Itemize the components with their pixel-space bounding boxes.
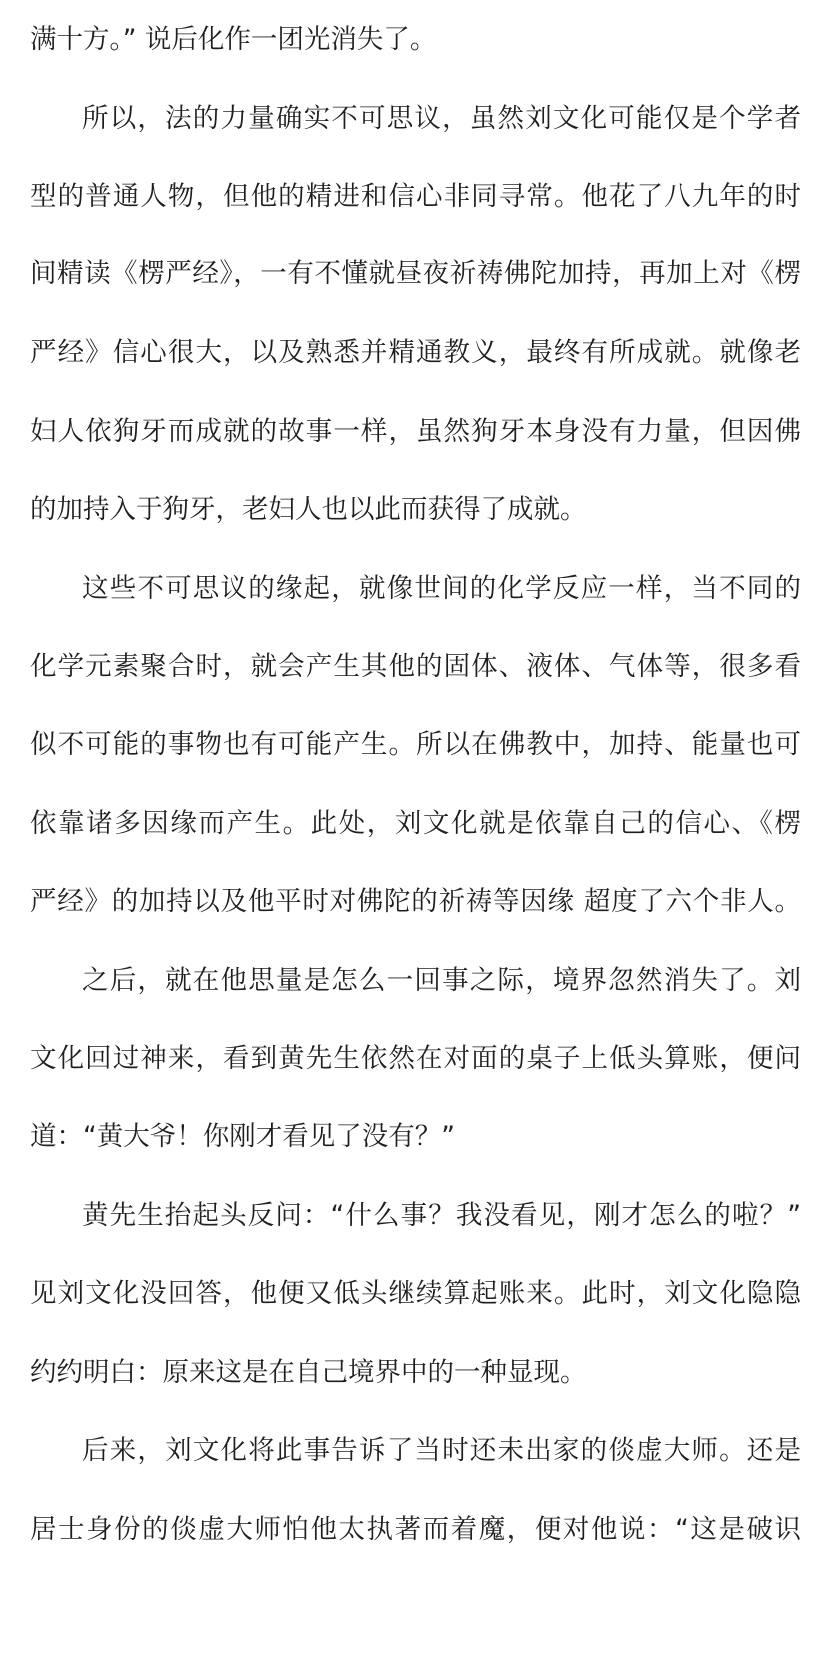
text-line: 的加持入于狗牙，老妇人也以此而获得了成就。 — [30, 494, 587, 525]
text-line: 文化回过神来，看到黄先生依然在对面的桌子上低头算账，便问 — [30, 1043, 801, 1074]
text-line: 严经》信心很大，以及熟悉并精通教义，最终有所成就。就像老 — [30, 337, 801, 368]
text-line: 型的普通人物，但他的精进和信心非同寻常。他花了八九年的时 — [30, 181, 801, 212]
text-line: 见刘文化没回答，他便又低头继续算起账来。此时，刘文化隐隐 — [30, 1278, 801, 1309]
text-line: 居士身份的倓虚大师怕他太执著而着魔，便对他说：“这是破识 — [30, 1514, 801, 1545]
text-line: 依靠诸多因缘而产生。此处，刘文化就是依靠自己的信心、《楞 — [30, 808, 801, 839]
text-line: 妇人依狗牙而成就的故事一样，虽然狗牙本身没有力量，但因佛 — [30, 416, 801, 447]
paragraph-first-line: 黄先生抬起头反问：“什么事？我没看见，刚才怎么的啦？” — [82, 1200, 801, 1231]
text-line: 约约明白：原来这是在自己境界中的一种显现。 — [30, 1357, 587, 1388]
paragraph-first-line: 后来，刘文化将此事告诉了当时还未出家的倓虚大师。还是 — [82, 1435, 801, 1466]
text-line: 严经》的加持以及他平时对佛陀的祈祷等因缘 超度了六个非人。 — [30, 886, 801, 917]
paragraph-first-line: 之后，就在他思量是怎么一回事之际，境界忽然消失了。刘 — [82, 965, 801, 996]
text-line: 道：“黄大爷！你刚才看见了没有？” — [30, 1121, 455, 1152]
text-line: 间精读《楞严经》，一有不懂就昼夜祈祷佛陀加持，再加上对《楞 — [30, 258, 801, 289]
paragraph-first-line: 这些不可思议的缘起，就像世间的化学反应一样，当不同的 — [82, 573, 801, 604]
text-line: 似不可能的事物也有可能产生。所以在佛教中，加持、能量也可 — [30, 729, 801, 760]
paragraph-first-line: 所以，法的力量确实不可思议，虽然刘文化可能仅是个学者 — [82, 103, 801, 134]
text-line: 化学元素聚合时，就会产生其他的固体、液体、气体等，很多看 — [30, 651, 801, 682]
text-line: 满十方。” 说后化作一团光消失了。 — [30, 24, 437, 55]
